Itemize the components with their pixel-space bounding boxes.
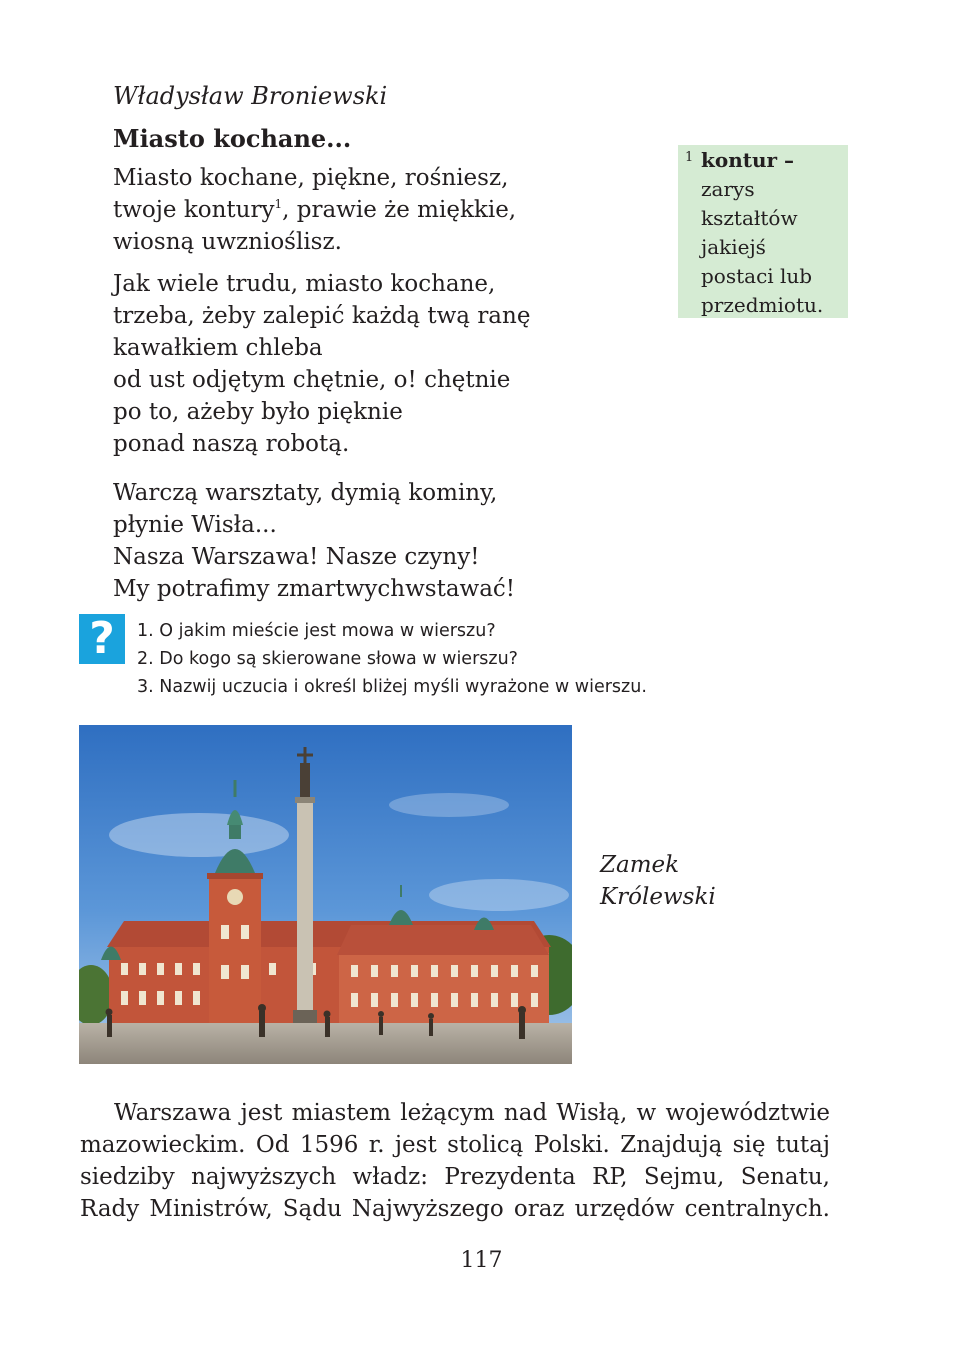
poem-line: od ust odjętym chętnie, o! chętnie — [113, 367, 511, 393]
page-number: 117 — [460, 1248, 503, 1273]
photo-caption — [600, 849, 716, 913]
poem-title: Miasto kochane... — [113, 124, 352, 153]
body-paragraph — [80, 1097, 830, 1225]
footnote-term: kontur — [701, 148, 778, 172]
poem-line: Miasto kochane, piękne, rośniesz, — [113, 165, 509, 191]
footnote-marker: 1 — [685, 150, 694, 165]
poem-line: kawałkiem chleba — [113, 335, 323, 361]
questions-list — [137, 617, 647, 701]
poem-stanza-1 — [113, 162, 516, 258]
footnote-dash: – — [777, 148, 795, 172]
poem-line-text: twoje kontury — [113, 197, 275, 223]
question-item: 3. Nazwij uczucia i określ bliżej myśli wyrażone w wierszu. — [137, 677, 647, 697]
poem-stanza-2 — [113, 268, 530, 460]
poem-line: wiosną uwznioślisz. — [113, 229, 342, 255]
poem-author: Władysław Broniewski — [113, 82, 388, 110]
footnote-line: postaci lub — [701, 264, 813, 288]
poem-line: trzeba, żeby zalepić każdą twą ranę — [113, 303, 531, 329]
paragraph-line: siedziby najwyższych władz: Prezydenta RP, Sejmu, Senatu, — [80, 1164, 830, 1190]
poem-line: ponad naszą robotą. — [113, 431, 350, 457]
poem-line: Nasza Warszawa! Nasze czyny! — [113, 544, 480, 570]
question-mark-icon: ? — [79, 614, 125, 664]
footnote-box — [678, 145, 848, 318]
poem-line — [113, 194, 516, 226]
paragraph-line: mazowieckim. Od 1596 r. jest stolicą Polski. Znajdują się tutaj — [80, 1132, 830, 1158]
paragraph-line: Rady Ministrów, Sądu Najwyższego oraz urzędów centralnych. — [80, 1196, 830, 1222]
footnote-line: przedmiotu. — [701, 293, 824, 317]
paragraph-line: Warszawa jest miastem leżącym nad Wisłą, w województwie — [114, 1100, 830, 1126]
caption-line: Królewski — [600, 884, 716, 910]
poem-line-text: , prawie że miękkie, — [282, 197, 517, 223]
footnote-heading — [701, 146, 823, 175]
royal-castle-photo — [79, 725, 572, 1064]
footnote-line: zarys — [701, 177, 755, 201]
poem-line: płynie Wisła... — [113, 512, 277, 538]
poem-line: My potrafimy zmartwychwstawać! — [113, 576, 516, 602]
question-item: 2. Do kogo są skierowane słowa w wierszu? — [137, 649, 518, 669]
footnote-reference: 1 — [274, 197, 283, 211]
caption-line: Zamek — [600, 852, 680, 878]
poem-stanza-3 — [113, 477, 515, 605]
question-item: 1. O jakim mieście jest mowa w wierszu? — [137, 621, 496, 641]
footnote-line: kształtów — [701, 206, 798, 230]
poem-line: po to, ażeby było pięknie — [113, 399, 403, 425]
footnote-line: jakiejś — [701, 235, 766, 259]
poem-line: Warczą warsztaty, dymią kominy, — [113, 480, 498, 506]
poem-line: Jak wiele trudu, miasto kochane, — [113, 271, 496, 297]
footnote-body — [701, 146, 823, 320]
